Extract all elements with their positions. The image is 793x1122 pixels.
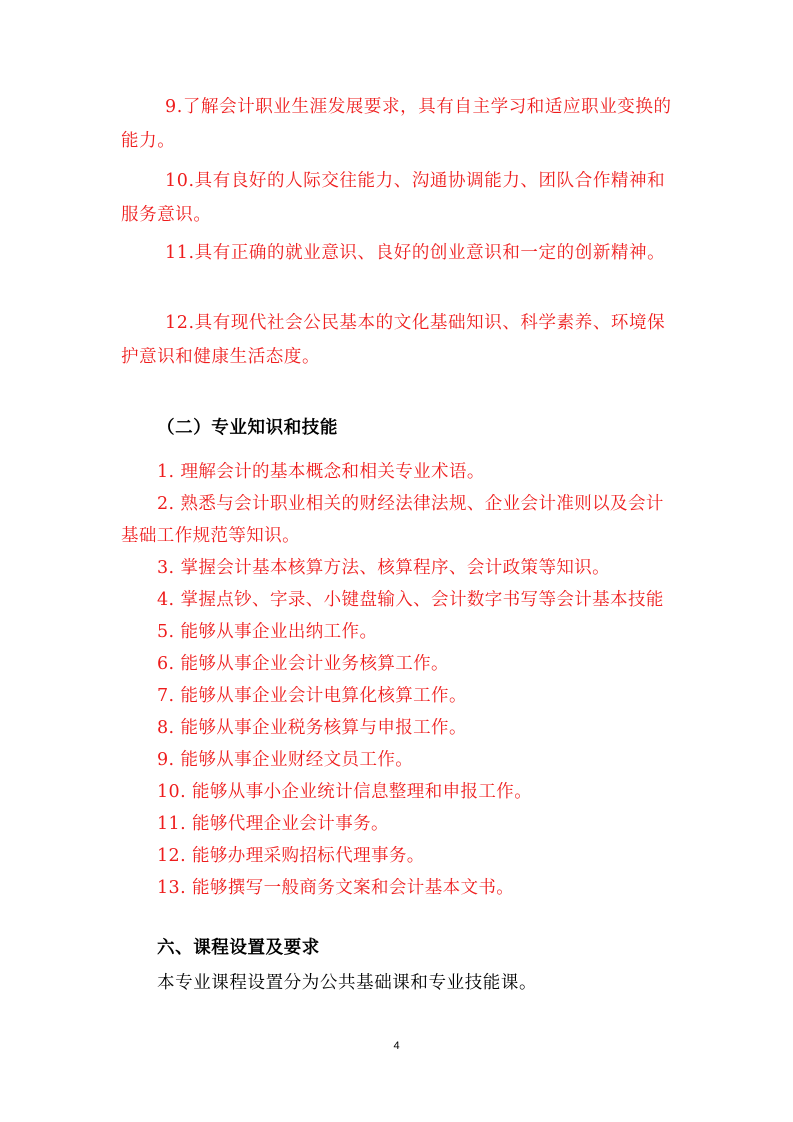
knowledge-item-3: 3. 掌握会计基本核算方法、核算程序、会计政策等知识。: [157, 558, 611, 578]
knowledge-item-1: 1. 理解会计的基本概念和相关专业术语。: [157, 462, 485, 482]
knowledge-item-11: 11. 能够代理企业会计事务。: [157, 814, 389, 834]
knowledge-item-8: 8. 能够从事企业税务核算与申报工作。: [157, 718, 467, 738]
section-heading-knowledge: （二）专业知识和技能: [157, 418, 338, 438]
quality-item-12: 12.具有现代社会公民基本的文化基础知识、科学素养、环境保护意识和健康生活态度。: [121, 313, 666, 367]
knowledge-item-13: 13. 能够撰写一般商务文案和会计基本文书。: [157, 878, 515, 898]
knowledge-item-5: 5. 能够从事企业出纳工作。: [157, 622, 378, 642]
knowledge-item-12: 12. 能够办理采购招标代理事务。: [157, 846, 425, 866]
knowledge-item-2: 2. 熟悉与会计职业相关的财经法律法规、企业会计准则以及会计基础工作规范等知识。: [121, 494, 664, 546]
courses-intro: 本专业课程设置分为公共基础课和专业技能课。: [157, 973, 538, 993]
knowledge-item-4: 4. 掌握点钞、字录、小键盘输入、会计数字书写等会计基本技能: [157, 590, 664, 610]
quality-item-11: 11.具有正确的就业意识、良好的创业意识和一定的创新精神。: [165, 243, 666, 263]
section-heading-courses: 六、课程设置及要求: [157, 938, 320, 958]
knowledge-item-7: 7. 能够从事企业会计电算化核算工作。: [157, 686, 467, 706]
knowledge-item-10: 10. 能够从事小企业统计信息整理和申报工作。: [157, 782, 533, 802]
page-number: 4: [393, 1040, 400, 1052]
knowledge-item-6: 6. 能够从事企业会计业务核算工作。: [157, 654, 449, 674]
quality-item-9: 9.了解会计职业生涯发展要求，具有自主学习和适应职业变换的能力。: [121, 97, 672, 151]
quality-item-10: 10.具有良好的人际交往能力、沟通协调能力、团队合作精神和服务意识。: [121, 171, 666, 225]
knowledge-item-9: 9. 能够从事企业财经文员工作。: [157, 750, 414, 770]
